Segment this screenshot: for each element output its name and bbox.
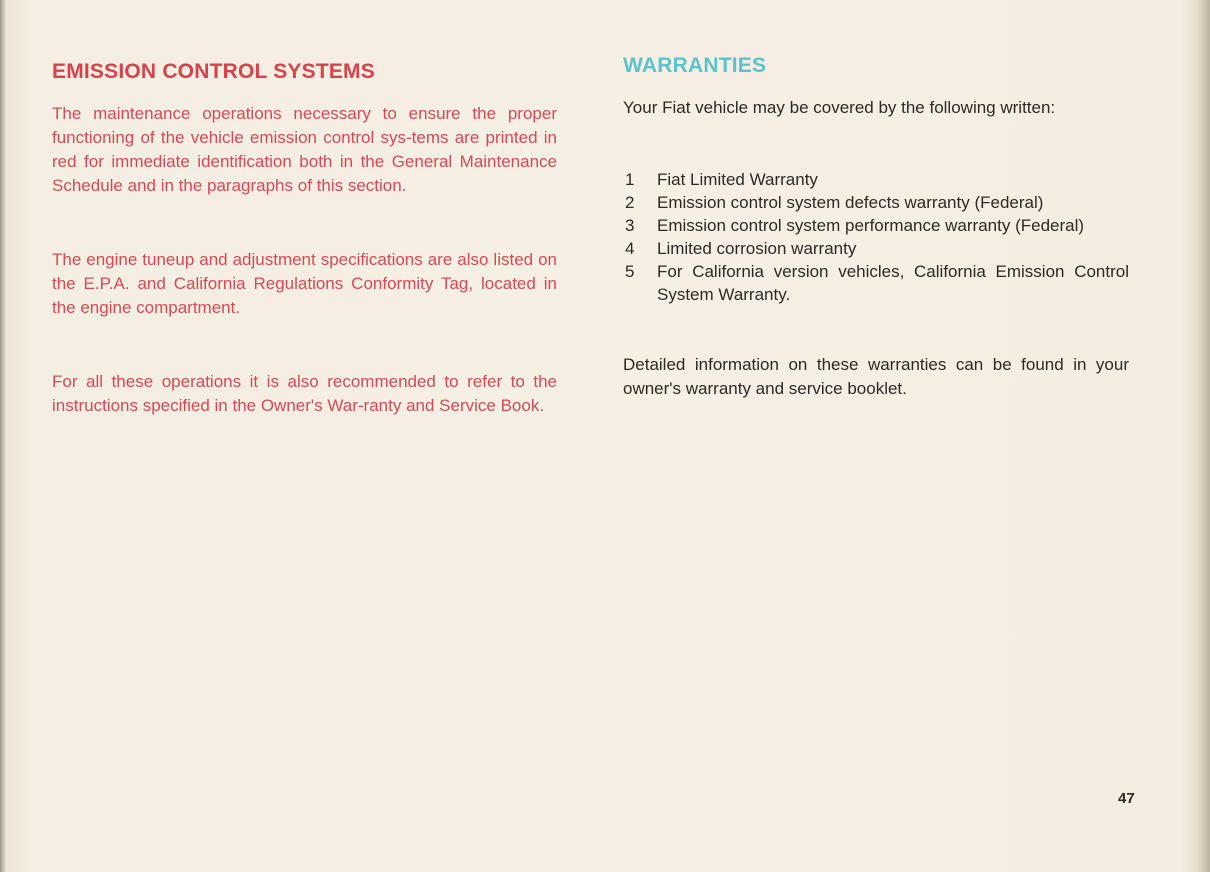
list-item: [623, 191, 1129, 214]
warranties-list: [623, 168, 1129, 306]
emission-paragraph-2: The engine tuneup and adjustment specifications are also listed on the E.P.A. and California Regulations Conformity Tag, located in the engine compartment.: [52, 250, 557, 317]
page-number: 47: [1118, 790, 1135, 807]
emission-control-section: [52, 58, 557, 418]
warranties-closing: Detailed information on these warranties can be found in your owner's warranty and service booklet.: [623, 355, 1129, 398]
emission-control-heading: EMISSION CONTROL SYSTEMS: [52, 60, 375, 83]
warranties-section: [623, 54, 1129, 401]
list-item-text: Emission control system defects warranty (Federal): [657, 193, 1044, 212]
list-item: [623, 214, 1129, 237]
warranties-heading: WARRANTIES: [623, 54, 767, 77]
list-item-number: 3: [625, 216, 635, 235]
list-item-number: 2: [625, 193, 635, 212]
emission-paragraph-1: The maintenance operations necessary to ensure the proper functioning of the vehicle emission control sys-tems are printed in red for immediate identification both in the General Maintenance Schedule and in the paragraphs of this section.: [52, 104, 557, 195]
list-item: [623, 260, 1129, 306]
list-item-text: Fiat Limited Warranty: [657, 170, 818, 189]
list-item-number: 1: [625, 170, 635, 189]
list-item-number: 5: [625, 262, 635, 281]
list-item-number: 4: [625, 239, 635, 258]
spine-shadow: [0, 0, 6, 872]
list-item: [623, 168, 1129, 191]
emission-paragraph-3: For all these operations it is also recommended to refer to the instructions specified in the Owner's War-ranty and Service Book.: [52, 372, 557, 415]
list-item-text: Limited corrosion warranty: [657, 239, 857, 258]
list-item-text: For California version vehicles, California Emission Control System Warranty.: [657, 262, 1129, 304]
list-item-text: Emission control system performance warranty (Federal): [657, 216, 1085, 235]
list-item: [623, 237, 1129, 260]
warranties-intro: Your Fiat vehicle may be covered by the following written:: [623, 98, 1056, 117]
